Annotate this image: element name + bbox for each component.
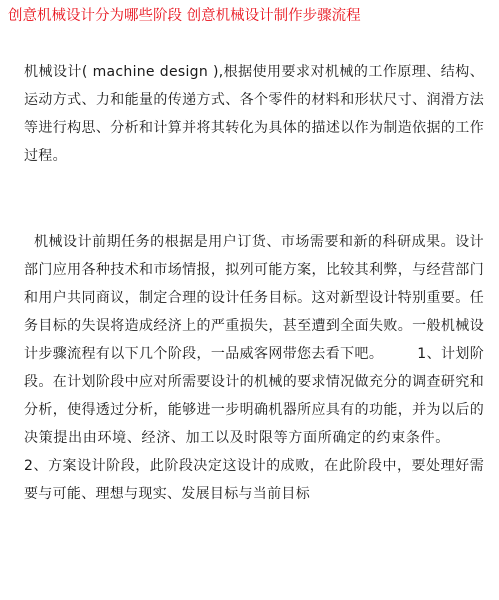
article-title: 创意机械设计分为哪些阶段 创意机械设计制作步骤流程 bbox=[8, 8, 361, 24]
intro-paragraph: 机械设计( machine design ),根据使用要求对机械的工作原理、结构、运动方式、力和能量的传递方式、各个零件的材料和形状尺寸、润滑方法等进行构思、分析和计算并将其转化为具体的描述以作为制造依据的工作过程。 bbox=[24, 64, 484, 164]
process-overview-text: 机械设计前期任务的根据是用户订货、市场需要和新的科研成果。设计部门应用各种技术和市场情报，拟列可能方案，比较其利弊，与经营部门和用户共同商议，制定合理的设计任务目标。这对新型设计特别重要。任务目标的失误将造成经济上的严重损失，甚至遭到全面失败。一般机械设计步骤流程有以下几个阶段，一品威客网带您去看下吧。 bbox=[24, 234, 484, 362]
process-paragraph bbox=[24, 228, 484, 508]
stage-scheme-design-text: 2、方案设计阶段，此阶段决定这设计的成败，在此阶段中，要处理好需要与可能、理想与现实、发展目标与当前目标 bbox=[24, 458, 484, 502]
stage-planning-text: 1、计划阶段。在计划阶段中应对所需要设计的机械的要求情况做充分的调查研究和分析，使得透过分析，能够进一步明确机器所应具有的功能，并为以后的决策提出由环境、经济、加工以及时限等方面所确定的约束条件。 bbox=[24, 346, 484, 446]
